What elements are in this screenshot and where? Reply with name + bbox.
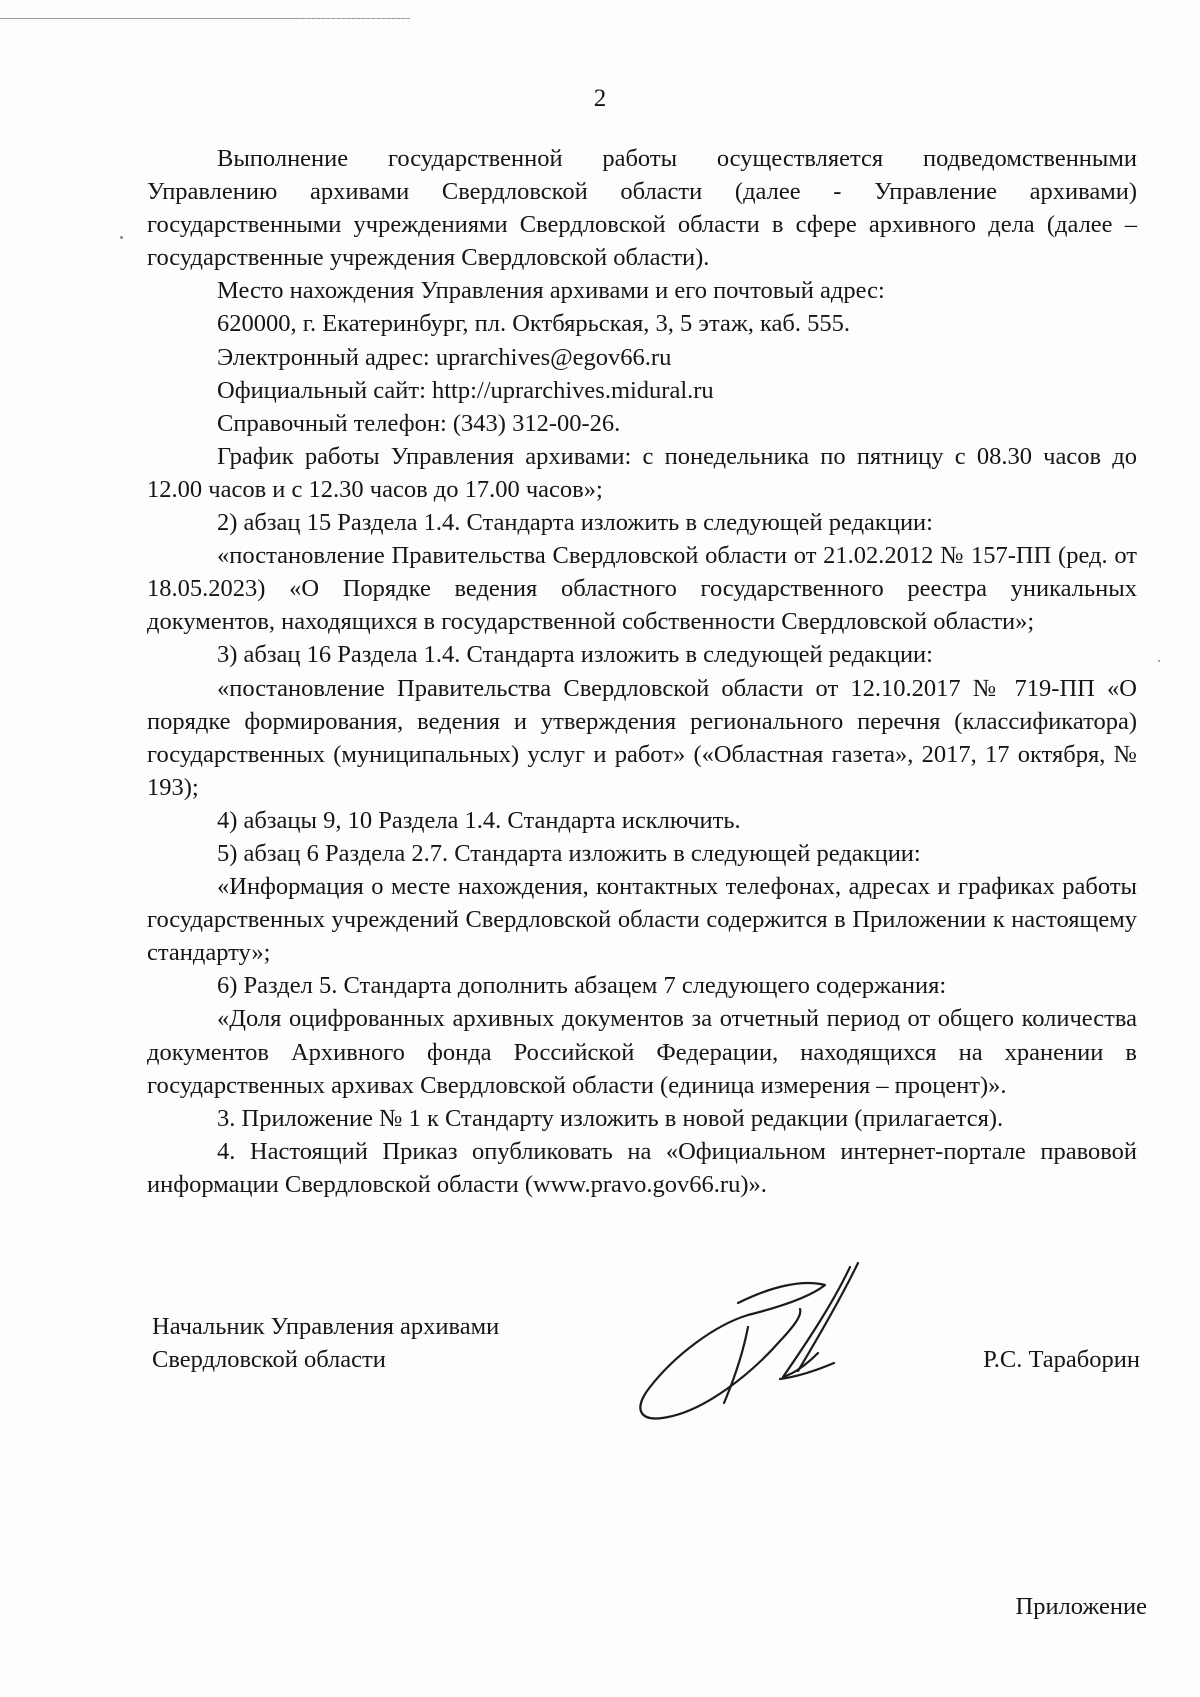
signatory-name: Р.С. Тараборин xyxy=(983,1346,1140,1373)
appendix-label: Приложение xyxy=(1015,1593,1147,1620)
paragraph: Электронный адрес: uprarchives@egov66.ru xyxy=(217,343,672,371)
paragraph: Официальный сайт: http://uprarchives.midural.ru xyxy=(217,376,714,404)
paragraph: 2) абзац 15 Раздела 1.4. Стандарта изложить в следующей редакции: xyxy=(217,509,933,537)
paragraph: 3) абзац 16 Раздела 1.4. Стандарта изложить в следующей редакции: xyxy=(217,641,933,669)
paragraph: «Доля оцифрованных архивных документов за отчетный период от общего количества документов Архивного фонда Российской Федерации, находящихся на хранении в государственных архивах Свердловской области (единица измерения – процент)». xyxy=(147,1005,1137,1099)
paragraph: График работы Управления архивами: с понедельника по пятницу с 08.30 часов до 12.00 часов и с 12.30 часов до 17.00 часов»; xyxy=(147,442,1137,503)
paragraph: 4) абзацы 9, 10 Раздела 1.4. Стандарта исключить. xyxy=(217,806,741,834)
position-line: Свердловской области xyxy=(152,1346,386,1373)
paragraph: 5) абзац 6 Раздела 2.7. Стандарта изложить в следующей редакции: xyxy=(217,839,921,867)
paragraph: 620000, г. Екатеринбург, пл. Октбярьская, 3, 5 этаж, каб. 555. xyxy=(217,310,851,338)
paragraph: Место нахождения Управления архивами и его почтовый адрес: xyxy=(217,277,885,305)
paragraph: 4. Настоящий Приказ опубликовать на «Официальном интернет-портале правовой информации Свердловской области (www.pravo.gov66.ru)». xyxy=(147,1137,1137,1198)
paragraph: «постановление Правительства Свердловской области от 21.02.2012 № 157-ПП (ред. от 18.05.2023) «О Порядке ведения областного государственного реестра уникальных документов, находящихся в государственной собственности Свердловской области»; xyxy=(147,542,1137,636)
signatory-position xyxy=(152,1310,572,1376)
document-body xyxy=(147,142,1137,1201)
paragraph: Выполнение государственной работы осуществляется подведомственными Управлению архивами Свердловской области (далее - Управление архивами) государственными учреждениями Свердловской области в сфере архивного дела (далее – государственные учреждения Свердловской области). xyxy=(147,145,1137,272)
paragraph: «постановление Правительства Свердловской области от 12.10.2017 № 719-ПП «О порядке формирования, ведения и утверждения регионального перечня (классификатора) государственных (муниципальных) услуг и работ» («Областная газета», 2017, 17 октября, № 193); xyxy=(147,674,1137,801)
paragraph: 6) Раздел 5. Стандарта дополнить абзацем 7 следующего содержания: xyxy=(217,972,947,1000)
paragraph: Справочный телефон: (343) 312-00-26. xyxy=(217,409,621,437)
paragraph: 3. Приложение № 1 к Стандарту изложить в новой редакции (прилагается). xyxy=(217,1104,1004,1132)
handwritten-signature xyxy=(620,1245,920,1435)
scan-artifact-dots xyxy=(300,18,410,19)
paragraph: «Информация о месте нахождения, контактных телефонах, адресах и графиках работы государственных учреждений Свердловской области содержится в Приложении к настоящему стандарту»; xyxy=(147,873,1137,967)
scan-speck xyxy=(120,236,123,239)
page-number: 2 xyxy=(593,85,607,112)
scan-speck xyxy=(1158,660,1160,662)
position-line: Начальник Управления архивами xyxy=(152,1313,500,1340)
